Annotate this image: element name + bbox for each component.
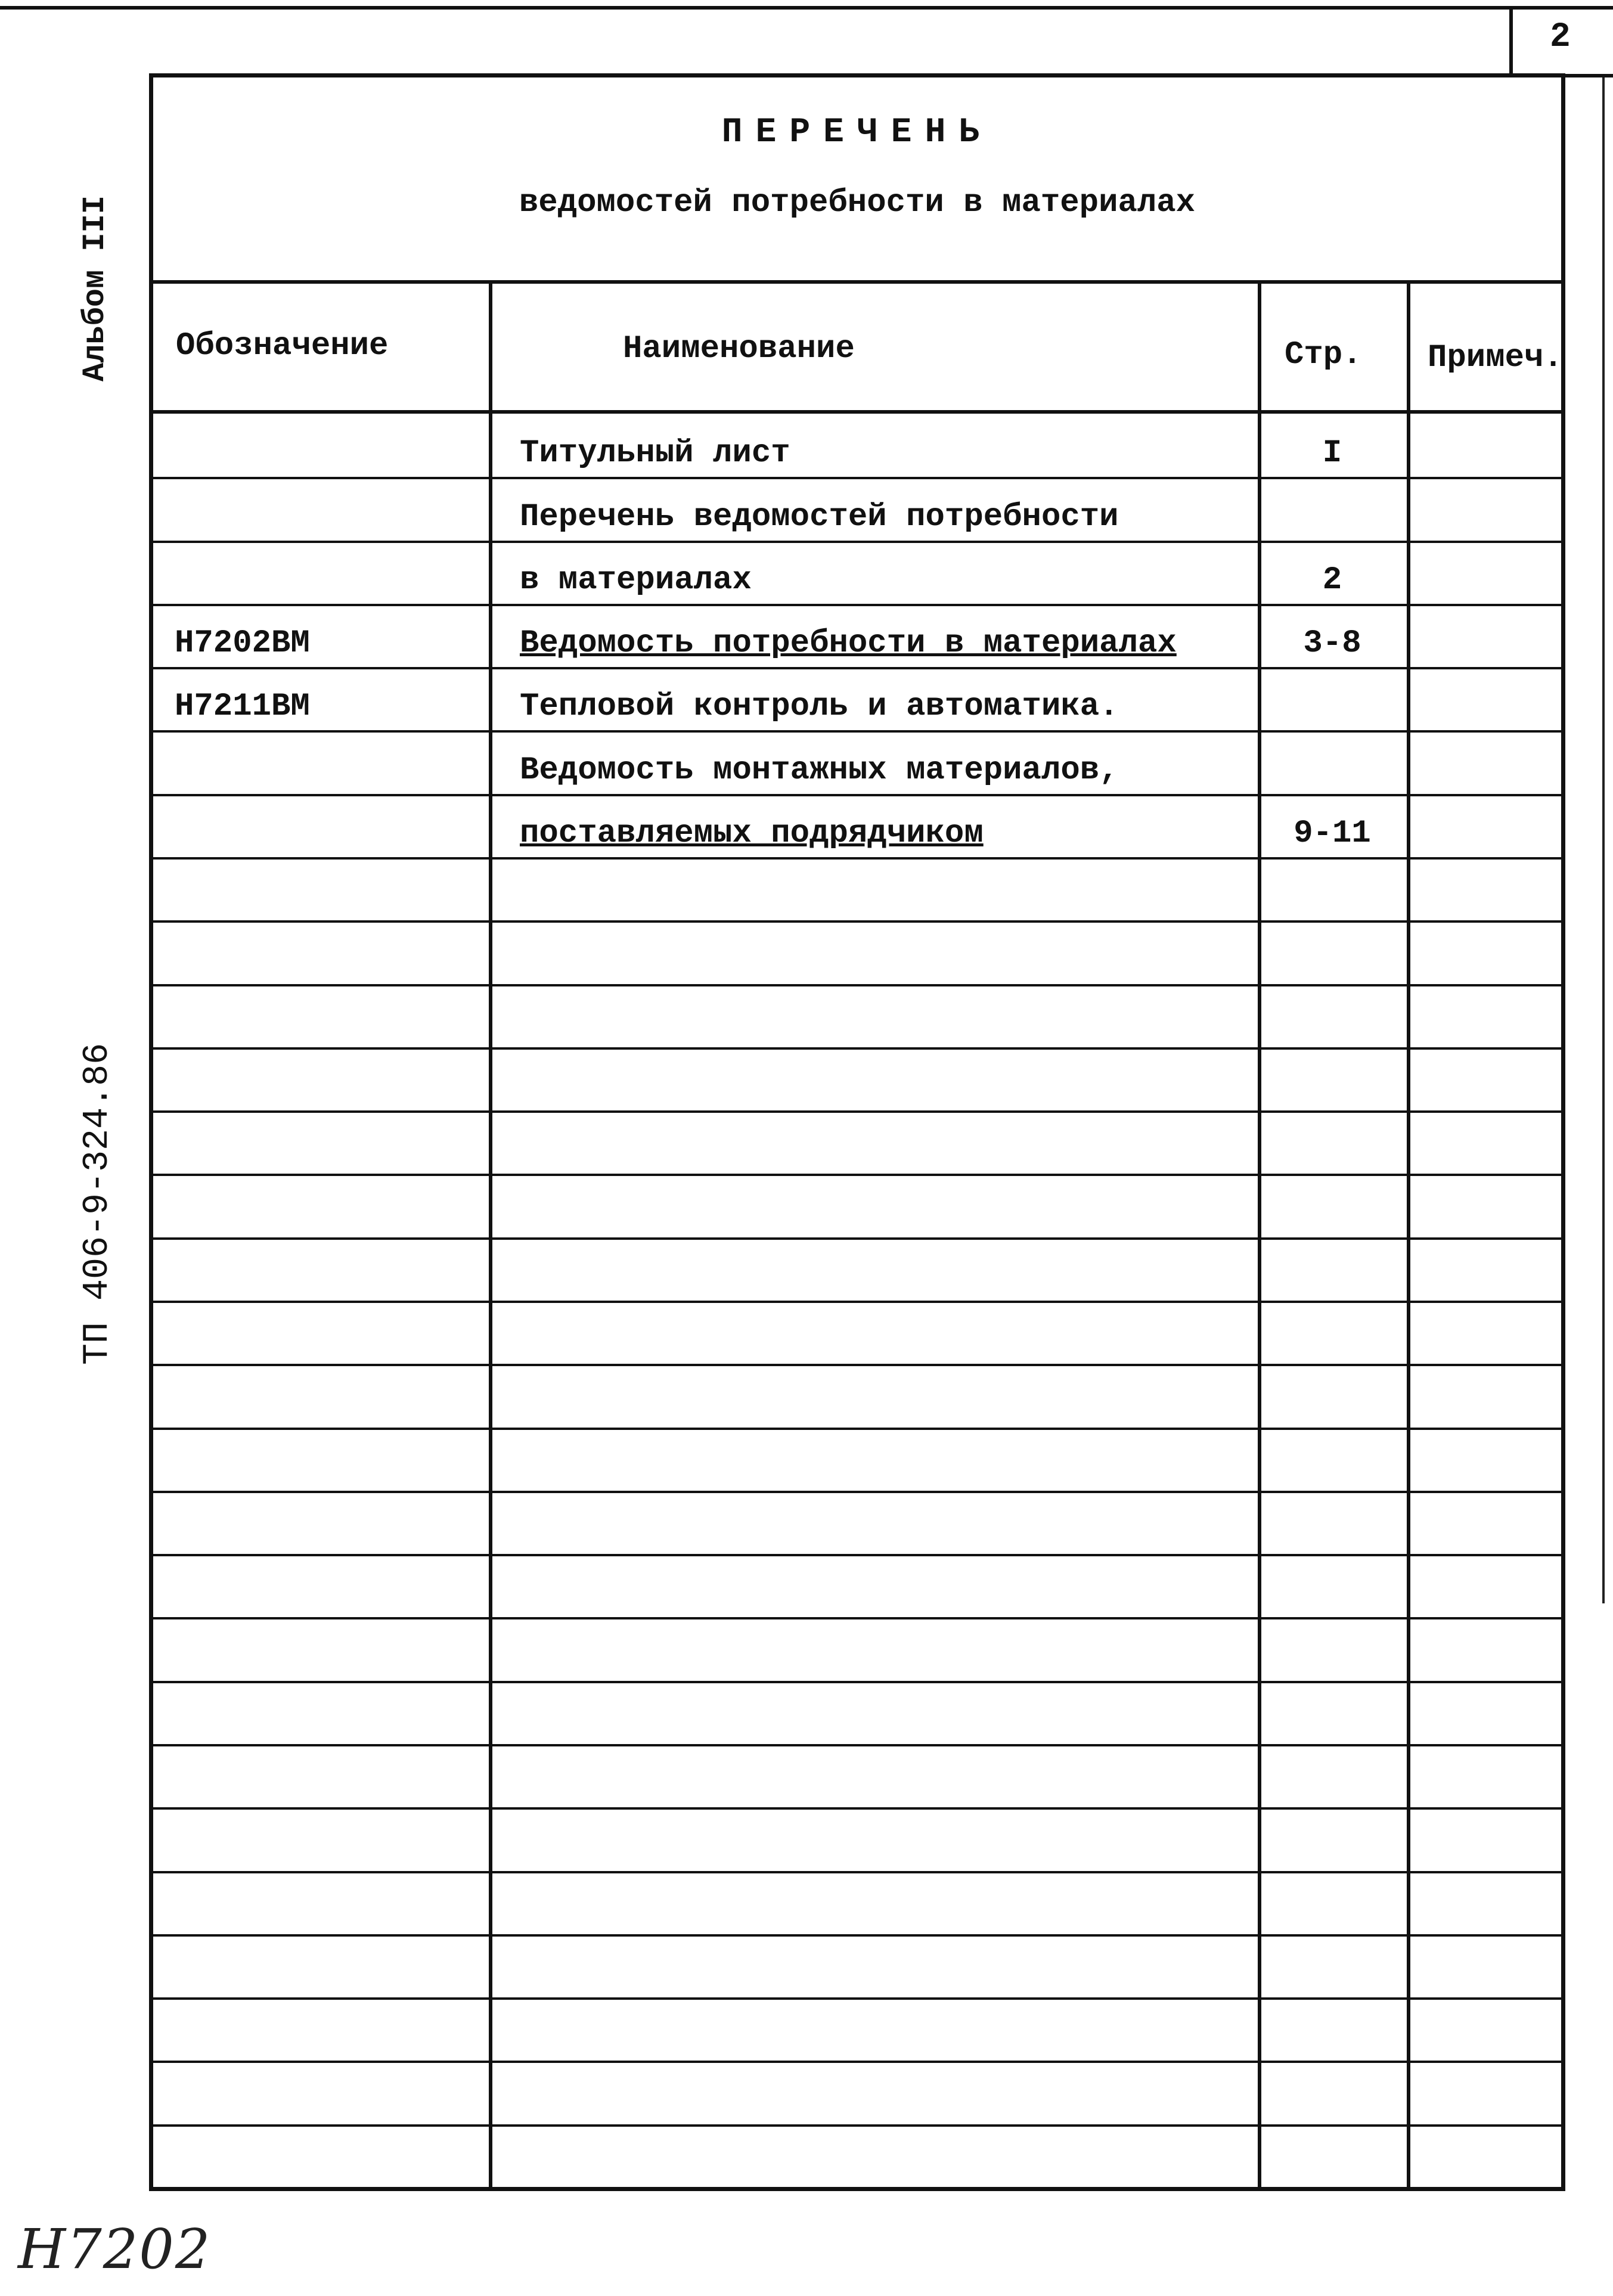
row-page: 2 [1322, 562, 1342, 598]
header-bottom-divider [149, 410, 1565, 414]
column-header-note: Примеч. [1428, 340, 1563, 376]
document-subtitle: ведомостей потребности в материалах [519, 185, 1196, 221]
page-border-right [1602, 77, 1605, 1603]
row-name: Ведомость монтажных материалов, [520, 752, 1119, 789]
row-divider [149, 1934, 1565, 1937]
row-name: в материалах [520, 562, 752, 598]
row-divider [149, 2124, 1565, 2127]
row-divider [149, 984, 1565, 986]
row-name: Титульный лист [520, 435, 790, 471]
page-border-top [0, 6, 1613, 10]
row-page: 9-11 [1293, 815, 1371, 852]
header-top-divider [149, 280, 1565, 284]
row-name: Ведомость потребности в материалах [520, 625, 1177, 662]
column-header-designation: Обозначение [176, 328, 389, 364]
column-divider [1407, 280, 1410, 2191]
row-designation: Н7202ВМ [175, 625, 310, 662]
row-designation: Н7211ВМ [175, 688, 310, 725]
row-divider [149, 541, 1565, 543]
row-divider [149, 1364, 1565, 1366]
row-divider [149, 1681, 1565, 1683]
row-divider [149, 1617, 1565, 1619]
project-code-label: ТП 406-9-324.86 [77, 1042, 118, 1365]
album-label: Альбом III [77, 195, 113, 381]
column-header-name: Наименование [623, 331, 855, 367]
column-divider [489, 280, 492, 2191]
row-divider [149, 477, 1565, 479]
row-divider [149, 1491, 1565, 1493]
row-divider [149, 730, 1565, 733]
row-divider [149, 1997, 1565, 2000]
row-divider [149, 1237, 1565, 1240]
row-divider [149, 857, 1565, 860]
row-divider [149, 1110, 1565, 1113]
row-divider [149, 1554, 1565, 1556]
document-title: ПЕРЕЧЕНЬ [721, 113, 993, 152]
row-name: поставляемых подрядчиком [520, 815, 984, 852]
row-divider [149, 1871, 1565, 1873]
row-divider [149, 667, 1565, 669]
row-name: Тепловой контроль и автоматика. [520, 688, 1119, 725]
column-header-page: Стр. [1285, 337, 1362, 373]
row-page: 3-8 [1303, 625, 1361, 662]
handwritten-note: Н7202 [18, 2217, 212, 2281]
materials-list-table [149, 73, 1565, 2191]
row-divider [149, 2061, 1565, 2063]
row-divider [149, 604, 1565, 606]
row-name: Перечень ведомостей потребности [520, 499, 1119, 535]
page-number: 2 [1550, 18, 1571, 57]
row-divider [149, 920, 1565, 923]
row-divider [149, 1744, 1565, 1746]
row-divider [149, 1807, 1565, 1810]
row-divider [149, 1047, 1565, 1050]
row-divider [149, 1301, 1565, 1303]
row-divider [149, 1428, 1565, 1430]
row-divider [149, 794, 1565, 796]
row-divider [149, 1174, 1565, 1176]
row-page: I [1322, 435, 1342, 471]
